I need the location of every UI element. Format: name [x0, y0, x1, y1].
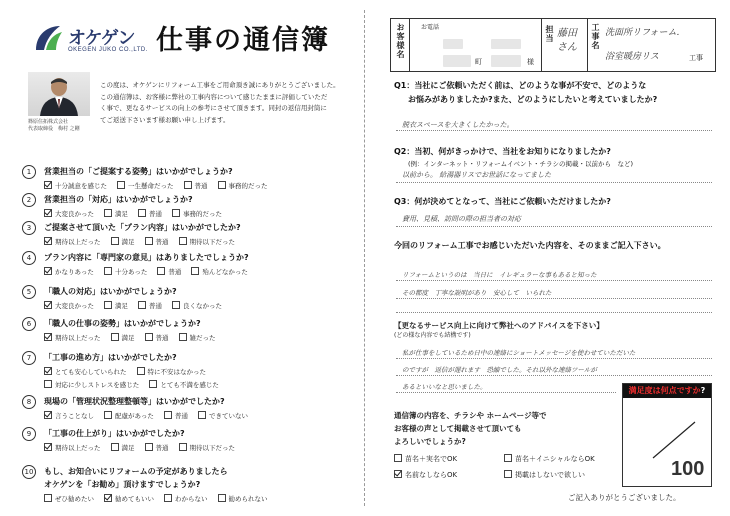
question-title: プラン内容に「専門家の意見」はありましたでしょうか?	[44, 253, 249, 262]
advice-line-2: のですが 返信が遅れます 恐縮でした。それ以外な連絡ツールが	[402, 366, 597, 374]
answer-checkbox[interactable]	[164, 494, 172, 502]
question-title: 「工事の仕上がり」はいかがでしたか?	[44, 429, 185, 438]
question-title: ご提案させて頂いた「プラン内容」はいかがでしたか?	[44, 223, 241, 232]
answer-checkbox[interactable]	[44, 443, 52, 451]
thanks-text: ご記入ありがとうございました。	[568, 493, 681, 502]
answer-option[interactable]	[44, 494, 94, 503]
question-options	[44, 301, 232, 310]
question-number: 8	[22, 395, 36, 409]
publish-line-2: お客様の声として掲載させて頂いても	[394, 424, 522, 433]
answer-checkbox[interactable]	[104, 494, 112, 502]
answer-option[interactable]	[218, 494, 268, 503]
answer-checkbox[interactable]	[111, 333, 119, 341]
answer-checkbox[interactable]	[145, 443, 153, 451]
work-label: 工事名	[591, 23, 600, 50]
answer-option[interactable]	[172, 209, 222, 218]
town-label: 町	[475, 58, 482, 66]
work-line-2: 浴室暖房リス	[605, 52, 659, 62]
answer-option[interactable]	[44, 301, 94, 310]
answer-checkbox[interactable]	[44, 380, 52, 388]
answer-checkbox[interactable]	[44, 301, 52, 309]
answer-label: 普通	[149, 210, 162, 218]
answer-option[interactable]	[111, 333, 135, 342]
answer-checkbox[interactable]	[44, 209, 52, 217]
publish-line-3: よろしいでしょうか?	[394, 437, 466, 446]
answer-label: 満足	[115, 210, 128, 218]
answer-label: 大変良かった	[55, 302, 94, 310]
answer-label: 言うことなし	[55, 412, 94, 420]
score-value: 100	[671, 458, 705, 480]
answer-option[interactable]	[44, 380, 139, 389]
answer-option[interactable]	[164, 411, 188, 420]
impression-line-1: リフォームというのは 当日に イレギュラーな事もあると知った	[402, 271, 597, 279]
q1-line-2: お悩みがありましたか?また、どのようにしたいと考えていましたか?	[408, 95, 658, 104]
ceo-photo	[28, 72, 90, 116]
answer-checkbox[interactable]	[179, 237, 187, 245]
score-title: 満足度は何点ですか?	[623, 384, 711, 398]
impression-line-2: その都度 丁寧な説明があり 安心して いられた	[402, 289, 552, 297]
phone-label: お電話	[421, 24, 440, 31]
work-line-1: 洗面所リフォーム.	[605, 28, 680, 38]
q2-answer-line	[396, 182, 712, 183]
answer-label: 十分誠意を感じた	[55, 182, 107, 190]
question-title: 営業担当の「対応」はいかがでしょうか?	[44, 195, 193, 204]
question-number: 7	[22, 351, 36, 365]
ceo-company: 篠原住拓株式会社	[28, 119, 69, 125]
answer-option[interactable]	[104, 494, 154, 503]
work-suffix: 工事	[689, 54, 703, 62]
answer-label: 大変良かった	[55, 210, 94, 218]
answer-label: 一生懸命だった	[128, 182, 174, 190]
answer-checkbox[interactable]	[44, 494, 52, 502]
answer-label: 期待以上だった	[55, 238, 101, 246]
left-panel	[8, 8, 360, 508]
advice-line-1: 私が仕事をしているため日中の連絡にショートメッセージを使わせていただいた	[402, 349, 636, 357]
question-title: 営業担当の「ご提案する姿勢」はいかがでしょうか?	[44, 167, 233, 176]
q3-line-1: Q3：何が決めてとなって、当社にご依頼いただけましたか?	[394, 197, 611, 206]
question-title: 「職人の仕事の姿勢」はいかがでしょうか?	[44, 319, 201, 328]
answer-option[interactable]	[218, 181, 268, 190]
brand-sub: OKEGEN JUKO CO.,LTD.	[68, 47, 148, 53]
answer-option[interactable]	[44, 237, 101, 246]
answer-label: 事務的だった	[183, 210, 222, 218]
answer-label: 勧められない	[228, 495, 268, 503]
answer-checkbox[interactable]	[44, 411, 52, 419]
okegen-logo-icon	[30, 20, 66, 56]
answer-label: とても不満を感じた	[160, 381, 219, 389]
customer-label-cell	[391, 19, 410, 71]
question-title: 現場の「管理状況整理整頓等」はいかがでしたか?	[44, 397, 225, 406]
answer-option[interactable]	[145, 333, 169, 342]
answer-option[interactable]	[44, 267, 94, 276]
answer-checkbox[interactable]	[117, 181, 125, 189]
publish-checkbox-none[interactable]	[504, 470, 512, 478]
answer-option[interactable]	[164, 494, 208, 503]
answer-option[interactable]	[44, 333, 101, 342]
satisfaction-score-box	[622, 383, 712, 487]
answer-checkbox[interactable]	[145, 237, 153, 245]
answer-checkbox[interactable]	[138, 209, 146, 217]
publish-checkbox-noname[interactable]	[394, 470, 402, 478]
answer-label: 事務的だった	[228, 182, 268, 190]
answer-label: とても安心していられた	[55, 368, 127, 376]
answer-option[interactable]	[145, 443, 169, 452]
cell-divider-2	[587, 19, 588, 71]
question-title: 「職人の対応」はいかがでしょうか?	[44, 287, 177, 296]
question-number: 3	[22, 221, 36, 235]
question-options	[44, 380, 229, 389]
q2-line-1: Q2：当初、何がきっかけで、当社をお知りになりましたか?	[394, 147, 611, 156]
answer-label: ぜひ勧めたい	[55, 495, 94, 503]
impression-title: 今回のリフォーム工事でお感じいただいた内容を、そのままご記入下さい。	[394, 241, 666, 250]
greeting-text: この度は、オケゲンにリフォーム工事をご用命頂き誠にありがとうございました。 この通信簿は、お客様に弊社の工事内容について感じたままに評価していただ く事で、更なるサービスの向上の参考にさせて頂きます。同封の返信用封筒に てご返送下さいます様お願い申し上げます。	[100, 81, 340, 124]
question-number: 1	[22, 165, 36, 179]
publish-option-none[interactable]: 掲載はしないで欲しい	[504, 470, 614, 480]
answer-checkbox[interactable]	[218, 181, 226, 189]
answer-label: 満足	[121, 334, 135, 342]
answer-option[interactable]	[179, 443, 236, 452]
question-title: 「工事の進め方」はいかがでしたか?	[44, 353, 177, 362]
answer-checkbox[interactable]	[111, 237, 119, 245]
staff-name: 藤田さん	[557, 28, 577, 53]
answer-checkbox[interactable]	[104, 267, 112, 275]
answer-checkbox[interactable]	[44, 367, 52, 375]
publish-checkbox-initial[interactable]	[504, 454, 512, 462]
q1-answer-line	[396, 130, 712, 131]
brand-name: オケゲン	[68, 28, 135, 48]
answer-option[interactable]	[157, 267, 181, 276]
answer-label: 普通	[174, 412, 188, 420]
question-10	[44, 466, 278, 503]
answer-option[interactable]	[104, 209, 128, 218]
question-4	[44, 252, 258, 276]
answer-label: 普通	[149, 302, 162, 310]
answer-option[interactable]	[104, 411, 154, 420]
question-number: 10	[22, 465, 36, 479]
answer-label: 配慮があった	[115, 412, 154, 420]
question-1	[44, 166, 278, 190]
answer-checkbox[interactable]	[191, 267, 199, 275]
advice-rule-3	[396, 392, 616, 393]
answer-option[interactable]	[44, 443, 101, 452]
answer-option[interactable]	[117, 181, 174, 190]
question-options	[44, 267, 258, 276]
question-options	[44, 181, 278, 190]
advice-rule-2	[396, 375, 712, 376]
staff-label: 担当	[545, 25, 554, 43]
answer-checkbox[interactable]	[172, 301, 180, 309]
q2-answer: 以前から。 給湯器リスでお世話になってました	[402, 171, 552, 179]
page-title: 仕事の通信簿	[156, 25, 330, 56]
answer-option[interactable]	[111, 237, 135, 246]
question-title: もし、お知合いにリフォームの予定がありましたら	[44, 467, 228, 476]
answer-option[interactable]	[138, 209, 162, 218]
question-options	[44, 443, 245, 452]
question-number: 9	[22, 427, 36, 441]
answer-option[interactable]	[44, 411, 94, 420]
answer-checkbox[interactable]	[44, 181, 52, 189]
answer-label: 満足	[121, 444, 135, 452]
question-number: 5	[22, 285, 36, 299]
q2-sub: (例：インターネット・リフォームイベント・チラシの掲載・以前から など)	[408, 160, 634, 168]
advice-line-3: あるといいなと思いました。	[402, 383, 487, 391]
question-8	[44, 396, 258, 420]
answer-label: できていない	[208, 412, 248, 420]
answer-option[interactable]	[104, 301, 128, 310]
answer-checkbox[interactable]	[198, 411, 206, 419]
answer-label: 普通	[155, 238, 169, 246]
answer-checkbox[interactable]	[179, 443, 187, 451]
answer-option[interactable]	[44, 181, 107, 190]
answer-checkbox[interactable]	[149, 380, 157, 388]
publish-option-noname[interactable]: 名前なしならOK	[394, 470, 504, 480]
question-options	[44, 333, 226, 342]
question-options	[44, 494, 278, 503]
q3-answer-line	[396, 226, 712, 227]
answer-label: 雑だった	[189, 334, 216, 342]
answer-label: かなりあった	[55, 268, 94, 276]
answer-option[interactable]	[44, 367, 127, 376]
question-6	[44, 318, 226, 342]
answer-checkbox[interactable]	[104, 209, 112, 217]
question-3	[44, 222, 245, 246]
answer-option[interactable]	[137, 367, 207, 376]
customer-label: お客様名	[396, 23, 405, 59]
publish-options-row-2	[394, 470, 614, 480]
publish-option-initial[interactable]: 苗名＋イニシャルならOK	[504, 454, 614, 464]
question-options	[44, 367, 229, 376]
ceo-name: 代表取締役 梅村 之剛	[28, 126, 80, 132]
answer-option[interactable]	[111, 443, 135, 452]
redacted-phone	[443, 39, 463, 49]
right-panel	[372, 8, 724, 508]
answer-label: 特に不安はなかった	[147, 368, 206, 376]
answer-checkbox[interactable]	[164, 411, 172, 419]
answer-label: 期待以上だった	[55, 444, 101, 452]
question-title-2: オケゲンを「お勧め」頂けますでしょうか?	[44, 480, 201, 489]
answer-checkbox[interactable]	[179, 333, 187, 341]
impression-rule-2	[396, 298, 712, 299]
answer-option[interactable]	[149, 380, 219, 389]
question-9	[44, 428, 245, 452]
answer-option[interactable]	[184, 181, 208, 190]
answer-label: わからない	[175, 495, 208, 503]
question-2	[44, 194, 232, 218]
publish-line-1: 通信簿の内容を、チラシや ホームページ等で	[394, 411, 547, 420]
answer-label: 普通	[155, 444, 169, 452]
question-7	[44, 352, 229, 389]
question-number: 4	[22, 251, 36, 265]
answer-checkbox[interactable]	[172, 209, 180, 217]
answer-label: 満足	[115, 302, 128, 310]
question-5	[44, 286, 232, 310]
answer-checkbox[interactable]	[218, 494, 226, 502]
cell-divider-1	[541, 19, 542, 71]
question-options	[44, 411, 258, 420]
question-number: 6	[22, 317, 36, 331]
answer-label: 期待以下だった	[189, 444, 235, 452]
answer-label: 普通	[194, 182, 208, 190]
answer-option[interactable]	[198, 411, 248, 420]
answer-label: 普通	[155, 334, 169, 342]
answer-option[interactable]	[179, 333, 216, 342]
sama-label: 様	[527, 58, 534, 66]
q1-line-1: Q1：当社にご依頼いただく前は、どのような事が不安で、どのような	[394, 81, 647, 90]
redacted-name	[491, 55, 521, 67]
answer-label: 普通	[168, 268, 182, 276]
answer-checkbox[interactable]	[138, 301, 146, 309]
question-options	[44, 237, 245, 246]
question-number: 2	[22, 193, 36, 207]
answer-option[interactable]	[104, 267, 147, 276]
answer-option[interactable]	[44, 209, 94, 218]
answer-label: 対応に少しストレスを感じた	[55, 381, 140, 389]
answer-label: 勧めてもいい	[115, 495, 154, 503]
customer-info-table	[390, 18, 716, 72]
question-options	[44, 209, 232, 218]
answer-checkbox[interactable]	[157, 267, 165, 275]
advice-title: 【更なるサービス向上に向けて弊社へのアドバイスを下さい】	[394, 321, 604, 330]
answer-checkbox[interactable]	[104, 301, 112, 309]
answer-option[interactable]	[179, 237, 236, 246]
redacted-phone-2	[491, 39, 521, 49]
answer-checkbox[interactable]	[44, 237, 52, 245]
answer-checkbox[interactable]	[137, 367, 145, 375]
impression-rule-3	[396, 312, 712, 313]
answer-checkbox[interactable]	[44, 333, 52, 341]
answer-option[interactable]	[191, 267, 248, 276]
advice-sub: (どの様な内容でも結構です)	[394, 332, 471, 339]
publish-options-row-1	[394, 454, 614, 464]
score-slash-icon	[649, 420, 699, 460]
advice-rule-1	[396, 358, 712, 359]
answer-label: 殆んどなかった	[202, 268, 248, 276]
publish-checkbox-fullname[interactable]	[394, 454, 402, 462]
answer-checkbox[interactable]	[184, 181, 192, 189]
answer-option[interactable]	[172, 301, 222, 310]
redacted-town	[443, 55, 471, 67]
q3-answer: 費用、見積、訪問の際の担当者の対応	[402, 215, 521, 223]
answer-checkbox[interactable]	[111, 443, 119, 451]
q1-answer: 脱衣スペースを大きくしたかった。	[402, 121, 514, 129]
answer-label: 十分あった	[114, 268, 148, 276]
answer-checkbox[interactable]	[104, 411, 112, 419]
page-divider	[364, 10, 366, 506]
answer-label: 良くなかった	[183, 302, 222, 310]
answer-checkbox[interactable]	[44, 267, 52, 275]
answer-option[interactable]	[145, 237, 169, 246]
answer-label: 満足	[121, 238, 135, 246]
answer-checkbox[interactable]	[145, 333, 153, 341]
publish-option-fullname[interactable]: 苗名＋実名でOK	[394, 454, 504, 464]
answer-label: 期待以上だった	[55, 334, 101, 342]
answer-option[interactable]	[138, 301, 162, 310]
answer-label: 期待以下だった	[189, 238, 235, 246]
impression-rule-1	[396, 280, 712, 281]
